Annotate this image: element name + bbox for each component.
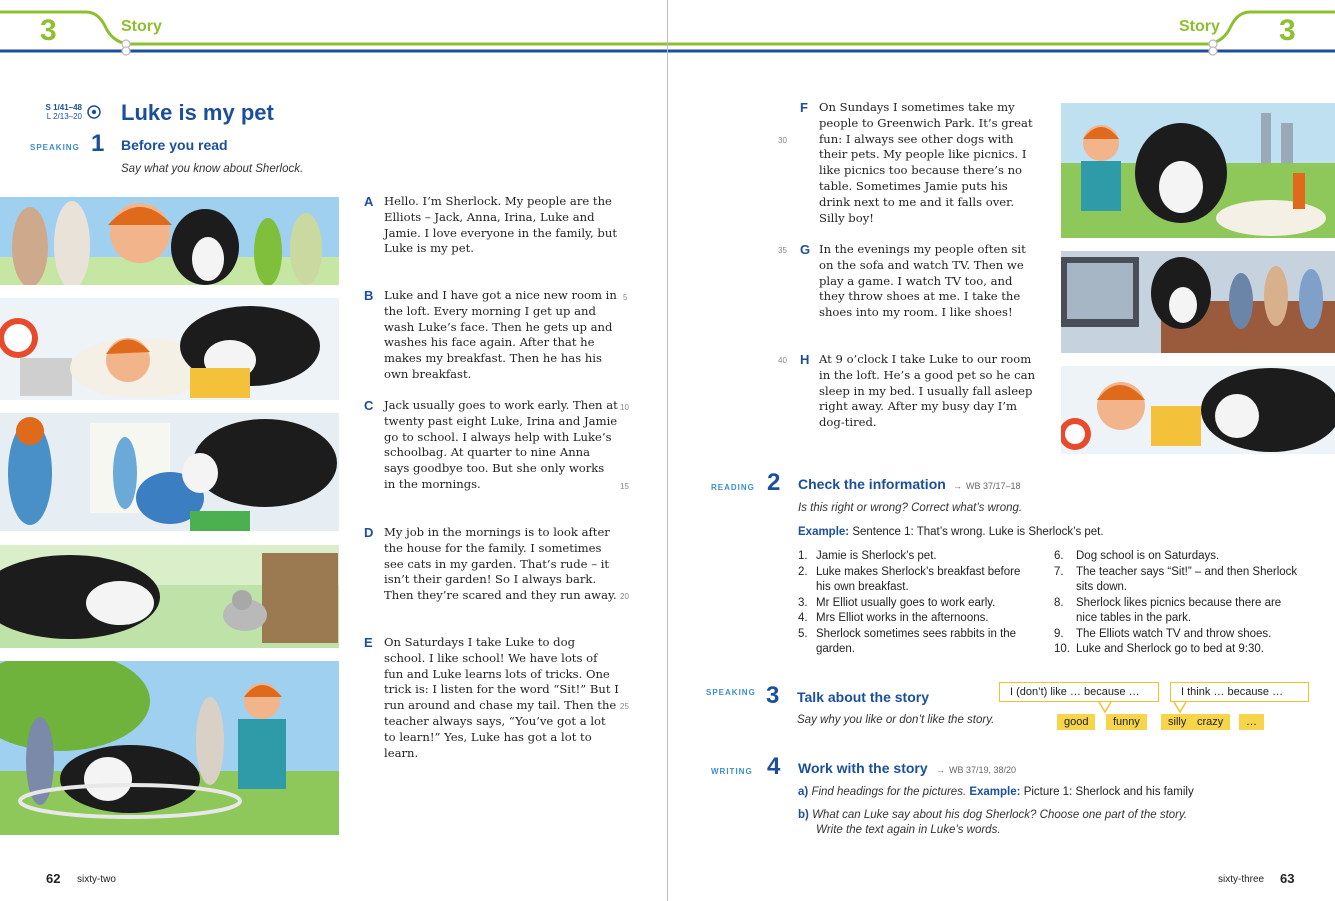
- arrow-right-icon: →: [936, 765, 945, 775]
- task-b-text-2: Write the text again in Luke’s words.: [816, 824, 1001, 836]
- exercise-title: Check the information: [798, 476, 946, 492]
- header-band: [668, 0, 1335, 60]
- statement-number: 9.: [1054, 627, 1064, 640]
- paragraph-letter-e: E: [364, 635, 373, 650]
- skill-label-speaking: SPEAKING: [30, 143, 80, 152]
- statement-item: [1054, 642, 1304, 658]
- statement-text: Luke makes Sherlock’s breakfast before his own breakfast.: [816, 565, 1021, 593]
- track-ref-l: L 2/13–20: [46, 112, 82, 121]
- statement-number: 2.: [798, 565, 808, 578]
- speech-bubble-tail: [1173, 702, 1187, 714]
- line-number: 20: [620, 592, 629, 601]
- statement-item: [1054, 627, 1304, 643]
- statement-number: 5.: [798, 627, 808, 640]
- task-a-text: Find headings for the pictures.: [811, 786, 967, 798]
- story-paragraph-a: Hello. I’m Sherlock. My people are the Elliots – Jack, Anna, Irina, Luke and Jamie. I love everyone in the family, but Luke is my pet.: [384, 194, 617, 256]
- page-number-word: sixty-two: [77, 874, 116, 885]
- example-line: [798, 525, 1104, 541]
- word-chip: good: [1057, 714, 1095, 730]
- story-paragraph-d: My job in the mornings is to look after the house for the family. I sometimes see cats in my garden. That’s rude – it isn’t their garden! So I always bark. Then they’re scared and they run away.: [384, 525, 617, 603]
- line-number: 30: [778, 136, 787, 145]
- statement-item: [1054, 549, 1304, 565]
- exercise-number: 2: [767, 469, 781, 496]
- dog-school-picture: [0, 661, 339, 835]
- statement-text: Sherlock likes picnics because there are nice tables in the park.: [1076, 596, 1282, 624]
- paragraph-letter-h: H: [800, 352, 810, 367]
- line-number: 40: [778, 356, 787, 365]
- line-number: 25: [620, 702, 629, 711]
- cd-icon[interactable]: [87, 105, 101, 119]
- line-number: 10: [620, 403, 629, 412]
- statement-text: Dog school is on Saturdays.: [1076, 550, 1220, 562]
- statement-text: The Elliots watch TV and throw shoes.: [1076, 627, 1272, 640]
- workbook-reference: WB 37/17–18: [966, 481, 1021, 491]
- schoolbag-picture: [0, 413, 339, 531]
- line-number: 35: [778, 246, 787, 255]
- exercise-instruction: Say why you like or don’t like the story.: [797, 714, 995, 726]
- header-band: [0, 0, 667, 60]
- story-paragraph-h: At 9 o’clock I take Luke to our room in the loft. He’s a good pet so he can sleep in my bed. I usually fall asleep right away. After my busy day I’m dog-tired.: [819, 352, 1036, 430]
- word-chip: silly: [1161, 714, 1193, 730]
- paragraph-letter-f: F: [800, 100, 808, 115]
- task-a-example-label: Example:: [969, 786, 1021, 798]
- statement-item: [798, 549, 1036, 565]
- statement-list-right: [1054, 549, 1304, 658]
- exercise-number: 4: [767, 753, 781, 780]
- statement-item: [798, 611, 1036, 627]
- statement-item: [1054, 596, 1304, 627]
- statement-list-left: [798, 549, 1036, 658]
- left-page: [0, 0, 667, 901]
- task-b-label: b): [798, 809, 809, 821]
- statement-number: 3.: [798, 596, 808, 609]
- skill-label-speaking: SPEAKING: [706, 688, 756, 697]
- exercise-number: 1: [91, 130, 105, 157]
- track-reference: [40, 103, 82, 121]
- statement-item: [1054, 565, 1304, 596]
- statement-text: Mrs Elliot works in the afternoons.: [816, 612, 989, 624]
- task-a-example-text: Picture 1: Sherlock and his family: [1023, 786, 1194, 798]
- speech-bubble: I (don’t) like … because …: [999, 682, 1159, 702]
- story-paragraph-f: On Sundays I sometimes take my people to Greenwich Park. It’s great fun: I always see other dogs with their pets. My people like picnics. I like picnics too because there’s no table. Sometimes Jamie puts his drink next to me and it falls over. Silly boy!: [819, 100, 1033, 225]
- arrow-right-icon: →: [953, 481, 962, 491]
- task-a-label: a): [798, 786, 809, 798]
- speech-bubble: I think … because …: [1170, 682, 1309, 702]
- page-number-word: sixty-three: [1218, 874, 1265, 885]
- family-picture: [0, 197, 339, 285]
- word-chip: …: [1239, 714, 1264, 730]
- statement-item: [798, 596, 1036, 612]
- task-a: [798, 785, 1194, 801]
- tv-sofa-picture: [1061, 251, 1335, 353]
- statement-number: 1.: [798, 550, 808, 562]
- line-number: 15: [620, 482, 629, 491]
- exercise-instruction: Is this right or wrong? Correct what’s wrong.: [798, 502, 1023, 514]
- statement-number: 7.: [1054, 565, 1064, 578]
- story-paragraph-g: In the evenings my people often sit on the sofa and watch TV. Then we play a game. I watch TV too, and they throw shoes at me. I take the shoes into my room. I like shoes!: [819, 242, 1026, 320]
- story-paragraph-c: Jack usually goes to work early. Then at twenty past eight Luke, Irina and Jamie go to school. I always help with Luke’s schoolbag. At quarter to nine Anna says goodbye too. But she only works in the mornings.: [384, 398, 618, 491]
- track-ref-s: S 1/41–48: [45, 103, 82, 112]
- example-label: Example:: [798, 526, 850, 538]
- workbook-reference: WB 37/19, 38/20: [949, 765, 1017, 775]
- cat-chase-picture: [0, 545, 339, 648]
- unit-number: 3: [40, 14, 57, 47]
- paragraph-letter-d: D: [364, 525, 374, 540]
- picnic-picture: [1061, 103, 1335, 238]
- word-chip: crazy: [1190, 714, 1230, 730]
- statement-item: [798, 565, 1036, 596]
- exercise-title: Before you read: [121, 137, 228, 153]
- skill-label-reading: READING: [711, 483, 755, 492]
- line-number: 5: [623, 293, 628, 302]
- statement-text: Luke and Sherlock go to bed at 9:30.: [1076, 643, 1264, 655]
- task-b: [798, 808, 1187, 824]
- bedtime-picture: [1061, 366, 1335, 454]
- page-number: 63: [1280, 871, 1295, 886]
- unit-number: 3: [1279, 14, 1296, 47]
- unit-name: Story: [1179, 18, 1220, 35]
- paragraph-letter-c: C: [364, 398, 374, 413]
- paragraph-letter-a: A: [364, 194, 374, 209]
- statement-text: Mr Elliot usually goes to work early.: [816, 596, 996, 609]
- statement-text: The teacher says “Sit!” – and then Sherlock sits down.: [1076, 565, 1298, 593]
- statement-number: 4.: [798, 612, 808, 624]
- skill-label-writing: WRITING: [711, 767, 753, 776]
- right-page: [668, 0, 1335, 901]
- statement-item: [798, 627, 1036, 658]
- unit-name: Story: [121, 18, 162, 35]
- statement-number: 6.: [1054, 550, 1064, 562]
- exercise-title: Work with the story: [798, 760, 928, 776]
- story-paragraph-b: Luke and I have got a nice new room in the loft. Every morning I get up and wash Luke’s face. Then he gets up and washes his face again. After that he makes my breakfast. Then he has his own breakfast.: [384, 288, 617, 381]
- page-number: 62: [46, 871, 61, 886]
- exercise-instruction: Say what you know about Sherlock.: [121, 163, 304, 175]
- statement-number: 8.: [1054, 596, 1064, 609]
- word-chip: funny: [1106, 714, 1147, 730]
- statement-text: Sherlock sometimes sees rabbits in the garden.: [816, 627, 1017, 655]
- statement-text: Jamie is Sherlock’s pet.: [816, 550, 937, 562]
- speech-bubble-tail: [1098, 702, 1112, 714]
- exercise-number: 3: [766, 682, 780, 709]
- example-text: Sentence 1: That’s wrong. Luke is Sherlock’s pet.: [852, 526, 1104, 538]
- paragraph-letter-b: B: [364, 288, 374, 303]
- story-paragraph-e: On Saturdays I take Luke to dog school. I like school! We have lots of fun and Luke learns lots of tricks. One trick is: I listen for the word “Sit!” But I run around and chase my tail. Then the teacher always says, “You’ve got a lot to learn!” Yes, Luke has got a lot to learn.: [384, 635, 619, 760]
- statement-number: 10.: [1054, 643, 1070, 655]
- exercise-title: Talk about the story: [797, 689, 929, 705]
- morning-wash-picture: [0, 298, 339, 400]
- paragraph-letter-g: G: [800, 242, 811, 257]
- task-b-text: What can Luke say about his dog Sherlock? Choose one part of the story.: [812, 809, 1188, 821]
- page-title: Luke is my pet: [121, 100, 274, 125]
